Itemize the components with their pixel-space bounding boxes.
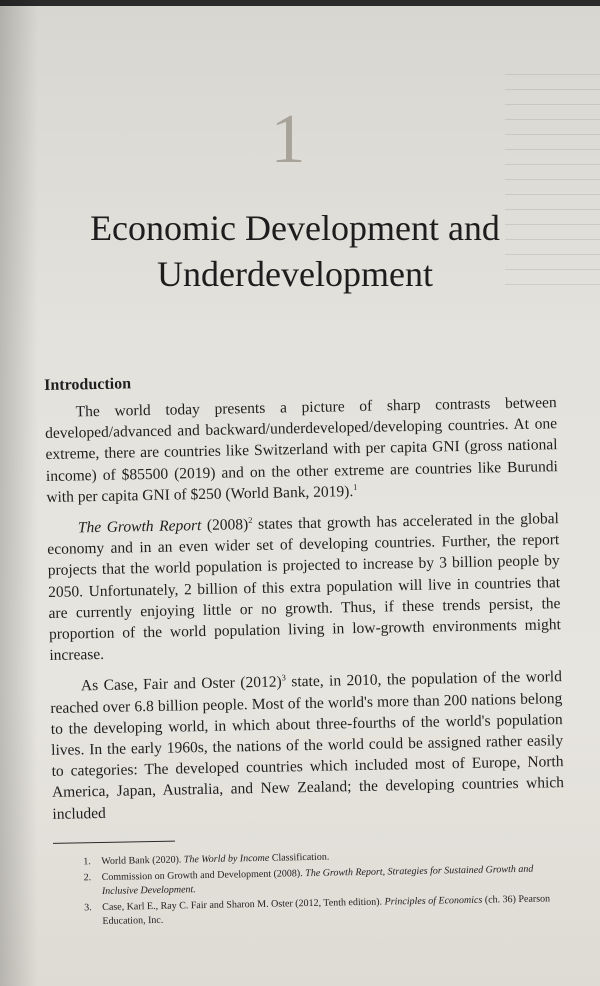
footnote-3-number: 3. xyxy=(84,902,92,914)
binding-shadow xyxy=(0,0,38,986)
footnote-3 xyxy=(54,892,566,929)
footnote-rule xyxy=(53,840,175,843)
footnote-3-italic: Principles of Economics xyxy=(384,895,483,908)
footnotes xyxy=(53,846,566,929)
footnote-1-tail: Classification. xyxy=(269,851,330,864)
footnote-2-number: 2. xyxy=(83,872,92,884)
paragraph-1 xyxy=(45,392,559,508)
footnote-1-plain: World Bank (2020). xyxy=(101,854,184,867)
footnote-3-tail: (ch. 36) Pearson Education, Inc. xyxy=(102,893,551,927)
footnote-3-plain: Case, Karl E., Ray C. Fair and Sharon M. Oster (2012, Tenth edition). xyxy=(102,896,385,914)
paragraph-2-text: states that growth has accelerated in the global economy and in an even wider set of developing countries. Further, the report projects that the world population is projected to increase by 3 billion people by 2050. Unfortunately, 2 billion of this extra population will live in countries that are currently enjoying little or no growth. Thus, if these trends persist, the proportion of the world population living in low-growth environments might increase. xyxy=(47,510,562,665)
footnote-1-italic: The World by Income xyxy=(183,852,270,866)
growth-report-title: The Growth Report xyxy=(77,517,202,537)
paragraph-3-text: state, in 2010, the population of the world reached over 6.8 billion people. Most of the world's more than 200 nations belong to the developing world, in which about three-fourths of the world's population lives. In the early 1960s, the nations of the world could be assigned rather easily to categories: The developed countries which included most of Europe, North America, Japan, Australia, and New Zealand; the developing countries which included xyxy=(50,668,565,823)
footnote-1-number: 1. xyxy=(83,856,91,868)
section-heading: Introduction xyxy=(44,375,132,394)
footnote-ref-2: 2 xyxy=(248,514,253,525)
chapter-title-line-2: Underdevelopment xyxy=(157,254,433,294)
body-text xyxy=(44,365,567,932)
paragraph-3-lead: As Case, Fair and Oster (2012) xyxy=(80,673,282,695)
chapter-number: 1 xyxy=(270,101,306,178)
paragraph-2 xyxy=(47,508,562,666)
top-edge xyxy=(0,0,600,6)
footnote-ref-1: 1 xyxy=(353,481,358,492)
paragraph-1-text: The world today presents a picture of sharp contrasts between developed/advanced and backward/underdeveloped/developing countries. At one extreme, there are countries like Switzerland with per capita GNI (gross national income) of $85500 (2019) and on the other extreme are countries like Burundi with per capita GNI of $250 (World Bank, 2019). xyxy=(44,394,559,506)
footnote-3-text xyxy=(102,892,566,928)
chapter-title-line-1: Economic Development and xyxy=(90,208,500,248)
footnote-2-italic: The Growth Report, Strategies for Sustained Growth and Inclusive Development. xyxy=(101,864,534,897)
paragraph-3 xyxy=(50,667,565,825)
footnote-ref-3: 3 xyxy=(281,672,286,683)
footnote-2-plain: Commission on Growth and Development (2008). xyxy=(101,868,306,884)
paragraph-2-lead: (2008) xyxy=(201,516,249,535)
chapter-title xyxy=(60,205,530,297)
